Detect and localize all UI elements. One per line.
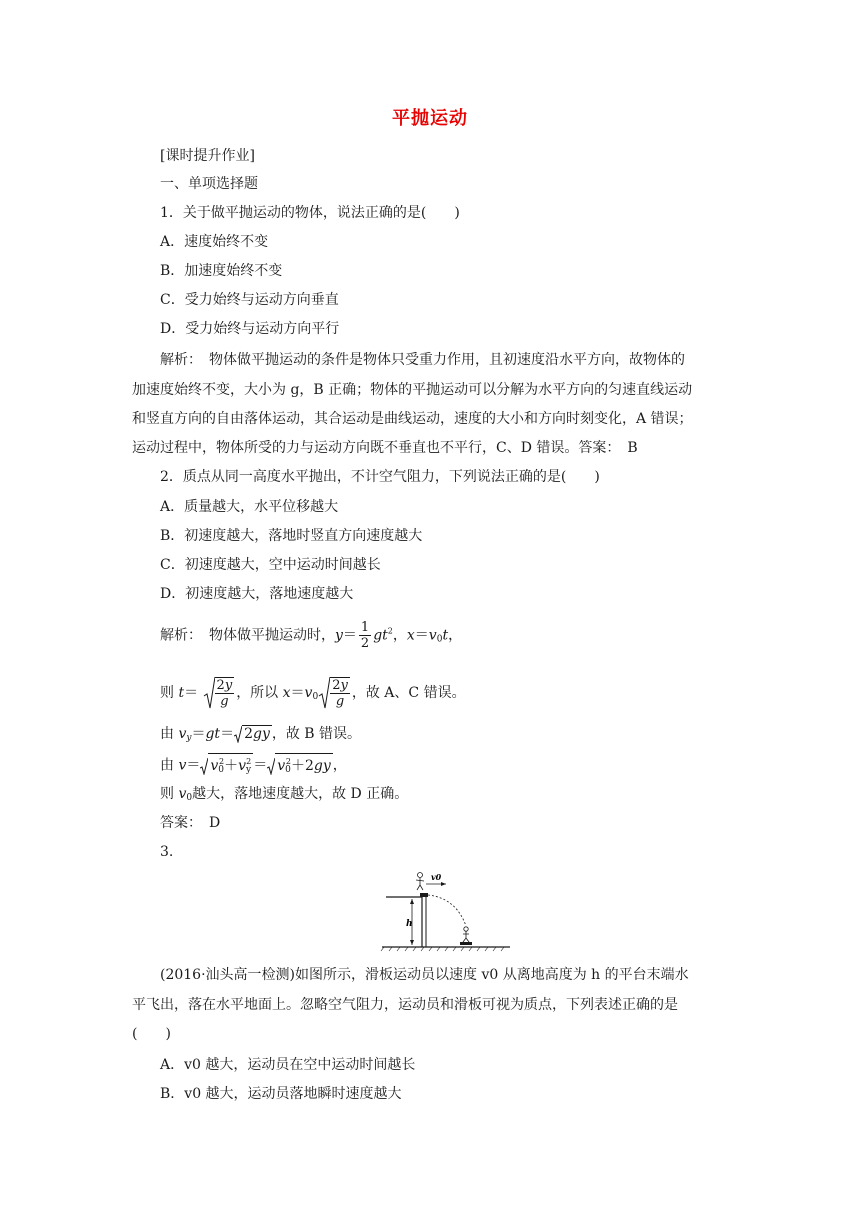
q3-stem-line-1: (2016·汕头高一检测)如图所示，滑板运动员以速度 v0 从离地高度为 h 的平台末端水 — [160, 967, 689, 983]
q3-option-a: A．v0 越大，运动员在空中运动时间越长 — [160, 1057, 416, 1073]
skateboard-figure — [380, 868, 512, 952]
q2-analysis-then: 则 — [160, 685, 179, 701]
q2-analysis-line-5: 则 $v_0$越大，落地速度越大，故 D 正确。 — [160, 786, 409, 803]
q2-analysis-line-1: 解析： 物体做平抛运动时，y＝ $\frac{1}{2}$ $gt^2$，$x=v_0t$， — [160, 620, 463, 651]
q2-answer: 答案： D — [160, 815, 221, 831]
q1-stem: 1．关于做平抛运动的物体，说法正确的是( ) — [160, 205, 460, 221]
q1-option-c: C．受力始终与运动方向垂直 — [160, 292, 339, 308]
height-label: h — [406, 919, 413, 929]
q1-analysis-line-4: 运动过程中，物体所受的力与运动方向既不垂直也不平行，C、D 错误。答案： B — [132, 440, 638, 456]
q1-option-b: B．加速度始终不变 — [160, 263, 283, 279]
q3-stem-line-3: ( ) — [132, 1026, 171, 1042]
q3-option-b: B．v0 越大，运动员落地瞬时速度越大 — [160, 1086, 402, 1102]
q2-analysis-ac-wrong: ，故 A、C 错误。 — [351, 685, 466, 701]
q2-analysis-prefix: 解析： 物体做平抛运动时， — [160, 627, 335, 644]
q2-option-b: B．初速度越大，落地时竖直方向速度越大 — [160, 528, 423, 544]
q2-analysis-then-2: 则 — [160, 786, 179, 802]
q2-analysis-by-2: 由 — [160, 757, 179, 774]
q3-stem-line-2: 平飞出，落在水平地面上。忽略空气阻力，运动员和滑板可视为质点，下列表述正确的是 — [132, 997, 678, 1013]
q1-analysis-line-1: 解析： 物体做平抛运动的条件是物体只受重力作用，且初速度沿水平方向，故物体的 — [160, 352, 685, 368]
q1-option-a: A．速度始终不变 — [160, 234, 269, 250]
velocity-label: v0 — [431, 872, 442, 882]
q2-option-c: C．初速度越大，空中运动时间越长 — [160, 557, 381, 573]
q2-analysis-line-4: 由 $v= v_0^2+v_y^2 = v_0^2+2gy$ ， — [160, 753, 347, 778]
q1-analysis-line-3: 和竖直方向的自由落体运动，其合运动是曲线运动，速度的大小和方向时刻变化，A 错误； — [132, 411, 693, 427]
section-tag: [课时提升作业] — [160, 148, 255, 164]
q3-number: 3. — [160, 844, 174, 860]
q2-analysis-by: 由 — [160, 726, 179, 742]
q2-analysis-line-3: 由 $v_y=gt= 2gy$ ，故 B 错误。 — [160, 726, 362, 743]
q1-option-d: D．受力始终与运动方向平行 — [160, 321, 340, 337]
section-heading: 一、单项选择题 — [160, 176, 258, 192]
q2-analysis-b-wrong: ，故 B 错误。 — [271, 726, 362, 742]
q2-option-d: D．初速度越大，落地速度越大 — [160, 586, 354, 602]
page-title: 平抛运动 — [392, 108, 468, 129]
q2-analysis-so: ，所以 — [236, 685, 283, 701]
q2-analysis-line-2: 则 t＝ $\frac{2y}{g}$ ，所以 $x=v_0$ $\frac{2y}{g}$ ，故 A、C 错误。 — [160, 678, 466, 709]
q2-option-a: A．质量越大，水平位移越大 — [160, 499, 339, 515]
q2-analysis-d-correct: 越大，落地速度越大，故 D 正确。 — [192, 786, 409, 802]
q1-analysis-line-2: 加速度始终不变，大小为 g，B 正确；物体的平抛运动可以分解为水平方向的匀速直线运动 — [132, 382, 693, 398]
q2-stem: 2．质点从同一高度水平抛出，不计空气阻力，下列说法正确的是( ) — [160, 469, 600, 485]
